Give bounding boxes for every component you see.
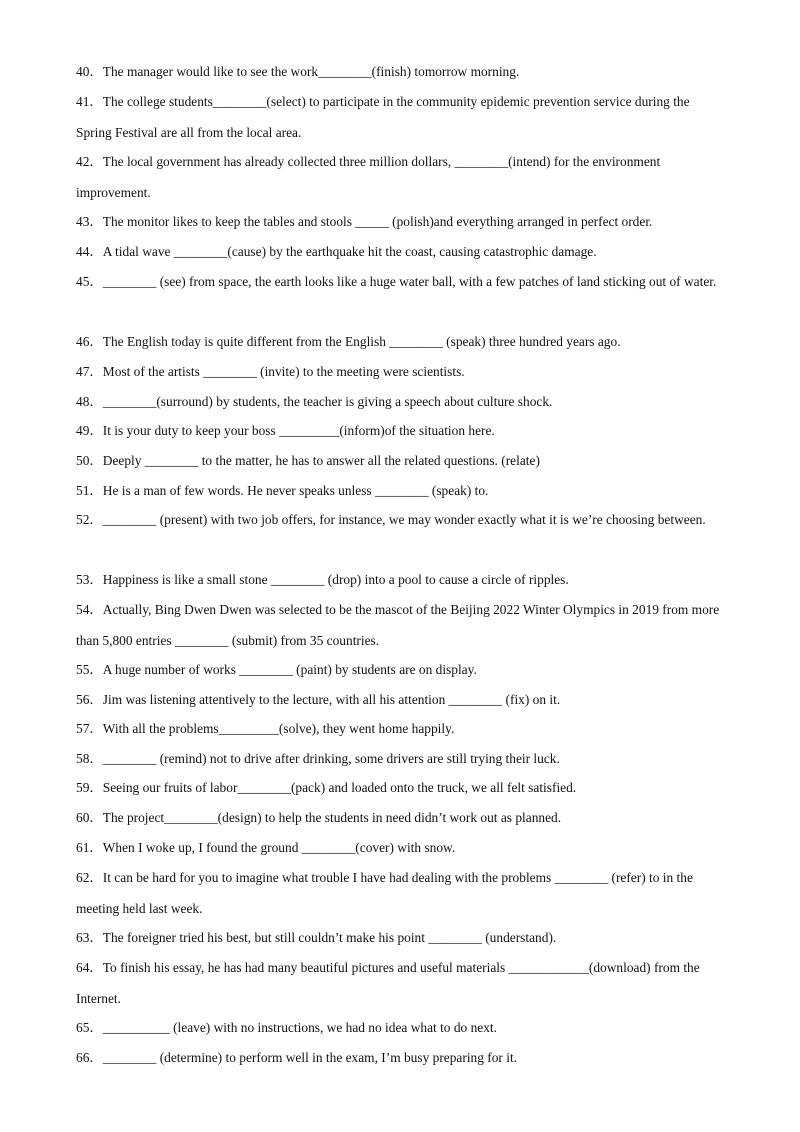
question-57 — [76, 713, 726, 744]
question-text: Most of the artists ________ (invite) to the meeting were scientists. — [102, 364, 465, 379]
question-text: The project________(design) to help the students in need didn’t work out as planned. — [102, 810, 562, 825]
question-number: 40． — [76, 64, 103, 79]
question-number: 60． — [76, 810, 103, 825]
question-61 — [76, 832, 726, 863]
question-number: 65． — [76, 1020, 103, 1035]
question-text: Actually, Bing Dwen Dwen was selected to be the mascot of the Beijing 2022 Winter Olympics in 2019 from more than 5,800 entries ________ (submit) from 35 countries. — [76, 602, 720, 648]
question-number: 66． — [76, 1050, 103, 1065]
question-55 — [76, 654, 726, 685]
question-text: A huge number of works ________ (paint) by students are on display. — [102, 662, 477, 677]
question-52 — [76, 504, 726, 535]
question-text: It can be hard for you to imagine what trouble I have had dealing with the problems ________ (refer) to in the meeting held last week. — [76, 870, 693, 916]
question-text: Happiness is like a small stone ________ (drop) into a pool to cause a circle of ripples. — [102, 572, 569, 587]
question-42 — [76, 146, 726, 208]
question-text: ________ (present) with two job offers, for instance, we may wonder exactly what it is we’re choosing between. — [102, 512, 706, 527]
question-text: ________(surround) by students, the teacher is giving a speech about culture shock. — [102, 394, 553, 409]
question-number: 44． — [76, 244, 103, 259]
question-number: 57． — [76, 721, 103, 736]
question-text: The manager would like to see the work________(finish) tomorrow morning. — [102, 64, 520, 79]
question-text: The foreigner tried his best, but still couldn’t make his point ________ (understand). — [102, 930, 557, 945]
question-58 — [76, 743, 726, 774]
question-64 — [76, 952, 726, 1014]
question-text: ________ (remind) not to drive after drinking, some drivers are still trying their luck. — [102, 751, 560, 766]
question-text: Jim was listening attentively to the lecture, with all his attention ________ (fix) on it. — [102, 692, 561, 707]
question-66 — [76, 1042, 726, 1073]
question-number: 53． — [76, 572, 103, 587]
question-number: 56． — [76, 692, 103, 707]
question-65 — [76, 1012, 726, 1043]
question-number: 48． — [76, 394, 103, 409]
question-text: The college students________(select) to participate in the community epidemic prevention service during the Spring Festival are all from the local area. — [76, 94, 690, 140]
question-number: 64． — [76, 960, 103, 975]
question-45 — [76, 266, 726, 297]
question-text: __________ (leave) with no instructions, we had no idea what to do next. — [102, 1020, 497, 1035]
question-number: 62． — [76, 870, 103, 885]
question-51 — [76, 475, 726, 506]
question-41 — [76, 86, 726, 148]
question-number: 58． — [76, 751, 103, 766]
question-47 — [76, 356, 726, 387]
question-54 — [76, 594, 726, 656]
question-text: When I woke up, I found the ground ________(cover) with snow. — [102, 840, 456, 855]
question-46 — [76, 326, 726, 357]
question-53 — [76, 564, 726, 595]
question-number: 49． — [76, 423, 103, 438]
question-text: The English today is quite different from the English ________ (speak) three hundred years ago. — [102, 334, 621, 349]
question-63 — [76, 922, 726, 953]
question-number: 51． — [76, 483, 103, 498]
question-number: 61． — [76, 840, 103, 855]
question-text: The monitor likes to keep the tables and stools _____ (polish)and everything arranged in perfect order. — [102, 214, 653, 229]
question-text: With all the problems_________(solve), they went home happily. — [102, 721, 455, 736]
question-49 — [76, 415, 726, 446]
question-number: 55． — [76, 662, 103, 677]
question-number: 47． — [76, 364, 103, 379]
question-text: It is your duty to keep your boss _________(inform)of the situation here. — [102, 423, 495, 438]
question-44 — [76, 236, 726, 267]
question-text: ________ (determine) to perform well in the exam, I’m busy preparing for it. — [102, 1050, 518, 1065]
question-59 — [76, 772, 726, 803]
question-number: 42． — [76, 154, 103, 169]
question-48 — [76, 386, 726, 417]
question-number: 45． — [76, 274, 103, 289]
question-text: To finish his essay, he has had many beautiful pictures and useful materials ____________(download) from the Internet. — [76, 960, 700, 1006]
question-56 — [76, 684, 726, 715]
question-text: Deeply ________ to the matter, he has to answer all the related questions. (relate) — [102, 453, 540, 468]
question-40 — [76, 56, 726, 87]
question-text: A tidal wave ________(cause) by the earthquake hit the coast, causing catastrophic damage. — [102, 244, 597, 259]
question-text: Seeing our fruits of labor________(pack) and loaded onto the truck, we all felt satisfied. — [102, 780, 577, 795]
question-43 — [76, 206, 726, 237]
question-text: The local government has already collected three million dollars, ________(intend) for the environment improvement. — [76, 154, 661, 200]
question-number: 43． — [76, 214, 103, 229]
question-60 — [76, 802, 726, 833]
question-50 — [76, 445, 726, 476]
question-number: 63． — [76, 930, 103, 945]
question-number: 52． — [76, 512, 103, 527]
question-number: 46． — [76, 334, 103, 349]
question-number: 54． — [76, 602, 103, 617]
question-text: ________ (see) from space, the earth looks like a huge water ball, with a few patches of land sticking out of water. — [102, 274, 717, 289]
question-text: He is a man of few words. He never speaks unless ________ (speak) to. — [102, 483, 489, 498]
question-number: 59． — [76, 780, 103, 795]
question-number: 41． — [76, 94, 103, 109]
question-62 — [76, 862, 726, 924]
question-number: 50． — [76, 453, 103, 468]
